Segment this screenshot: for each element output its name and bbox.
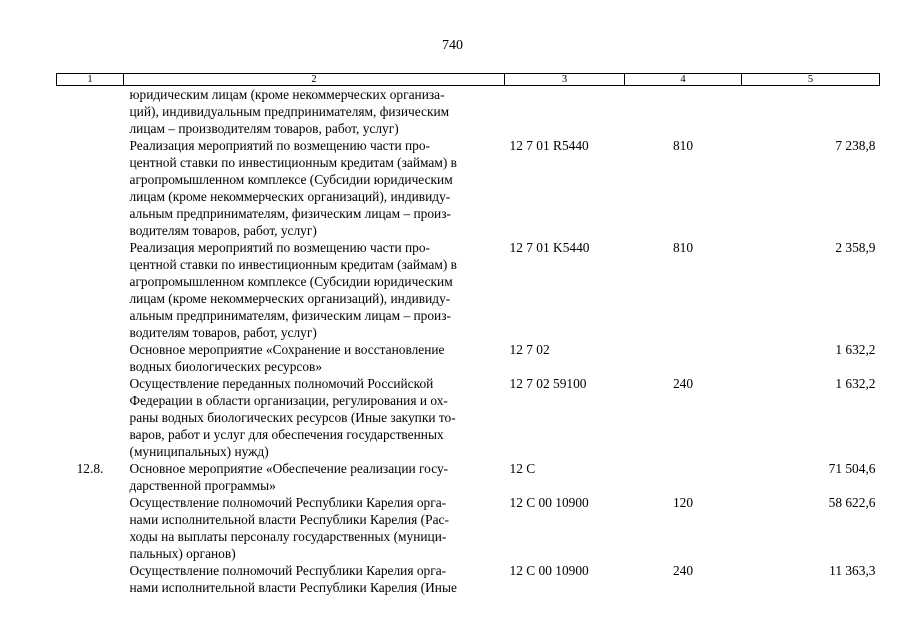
target-code-cell: 12 С: [509, 461, 536, 476]
description-line: Основное мероприятие «Сохранение и восстановление: [129, 342, 445, 357]
target-code-cell: 12 7 01 R5440: [509, 138, 589, 153]
target-code-cell: 12 7 01 K5440: [509, 240, 590, 255]
expense-type-cell: 810: [672, 138, 694, 153]
column-header-2: 2: [124, 74, 505, 86]
table-body: [57, 86, 880, 597]
description-line: агропромышленном комплексе (Субсидии юридическим: [129, 274, 453, 289]
row-number-cell: [57, 341, 124, 375]
description-line: центной ставки по инвестиционным кредитам (займам) в: [129, 257, 457, 272]
amount-cell: 58 622,6: [828, 495, 876, 510]
table-row: [57, 86, 880, 138]
target-code-cell: 12 7 02 59100: [509, 376, 587, 391]
description-line: водных биологических ресурсов»: [129, 359, 323, 374]
column-header-1: 1: [57, 74, 124, 86]
description-line: нами исполнительной власти Республики Карелия (Рас-: [129, 512, 449, 527]
table-row: [57, 494, 880, 562]
description-line: лицам – производителям товаров, работ, услуг): [129, 121, 399, 136]
amount-cell: 1 632,2: [835, 376, 876, 391]
expense-type-cell: 120: [672, 495, 694, 510]
row-number-cell: [57, 562, 124, 596]
target-code-cell: 12 С 00 10900: [509, 563, 589, 578]
description-line: альным предпринимателям, физическим лицам – произ-: [129, 206, 451, 221]
expense-type-cell: 810: [672, 240, 694, 255]
description-cell: [124, 239, 505, 341]
table-row: [57, 137, 880, 239]
amount-cell: 2 358,9: [835, 240, 876, 255]
expense-type-cell: [625, 460, 742, 494]
description-line: Реализация мероприятий по возмещению части про-: [129, 240, 430, 255]
row-number-cell: 12.8.: [76, 461, 104, 476]
target-code-cell: [505, 86, 625, 138]
description-cell: [124, 86, 505, 138]
row-number-cell: [57, 137, 124, 239]
expense-type-cell: [625, 341, 742, 375]
table-row: [57, 562, 880, 596]
budget-table: [56, 73, 880, 596]
description-line: Реализация мероприятий по возмещению части про-: [129, 138, 430, 153]
description-cell: [124, 460, 505, 494]
description-line: ций), индивидуальным предпринимателям, физическим: [129, 104, 450, 119]
table-row: [57, 375, 880, 460]
row-number-cell: [57, 239, 124, 341]
table-row: [57, 239, 880, 341]
column-header-3: 3: [505, 74, 625, 86]
description-line: альным предпринимателям, физическим лицам – произ-: [129, 308, 451, 323]
description-line: раны водных биологических ресурсов (Иные закупки то-: [129, 410, 456, 425]
description-line: Осуществление полномочий Республики Карелия орга-: [129, 495, 447, 510]
description-cell: [124, 137, 505, 239]
description-line: Федерации в области организации, регулирования и ох-: [129, 393, 448, 408]
expense-type-cell: 240: [672, 563, 694, 578]
amount-cell: 7 238,8: [835, 138, 876, 153]
description-cell: [124, 341, 505, 375]
description-line: центной ставки по инвестиционным кредитам (займам) в: [129, 155, 457, 170]
description-cell: [124, 375, 505, 460]
description-line: агропромышленном комплексе (Субсидии юридическим: [129, 172, 453, 187]
column-header-5: 5: [742, 74, 880, 86]
target-code-cell: 12 7 02: [509, 342, 550, 357]
column-number-row: [57, 74, 880, 86]
target-code-cell: 12 С 00 10900: [509, 495, 589, 510]
description-cell: [124, 562, 505, 596]
description-line: лицам (кроме некоммерческих организаций), индивиду-: [129, 291, 451, 306]
page-number: 740: [442, 38, 463, 53]
description-line: пальных) органов): [129, 546, 236, 561]
row-number-cell: [57, 86, 124, 138]
description-line: водителям товаров, работ, услуг): [129, 325, 317, 340]
amount-cell: [742, 86, 880, 138]
description-line: Основное мероприятие «Обеспечение реализации госу-: [129, 461, 449, 476]
table-row: [57, 341, 880, 375]
description-line: дарственной программы»: [129, 478, 276, 493]
description-line: нами исполнительной власти Республики Карелия (Иные: [129, 580, 457, 595]
amount-cell: 1 632,2: [835, 342, 876, 357]
description-line: Осуществление полномочий Республики Карелия орга-: [129, 563, 447, 578]
expense-type-cell: [625, 86, 742, 138]
column-header-4: 4: [625, 74, 742, 86]
description-line: юридическим лицам (кроме некоммерческих организа-: [129, 87, 445, 102]
amount-cell: 11 363,3: [829, 563, 876, 578]
row-number-cell: [57, 375, 124, 460]
description-line: варов, работ и услуг для обеспечения государственных: [129, 427, 444, 442]
amount-cell: 71 504,6: [828, 461, 876, 476]
expense-type-cell: 240: [672, 376, 694, 391]
row-number-cell: [57, 494, 124, 562]
description-line: ходы на выплаты персоналу государственных (муници-: [129, 529, 447, 544]
description-line: (муниципальных) нужд): [129, 444, 269, 459]
description-line: лицам (кроме некоммерческих организаций), индивиду-: [129, 189, 451, 204]
description-cell: [124, 494, 505, 562]
description-line: водителям товаров, работ, услуг): [129, 223, 317, 238]
description-line: Осуществление переданных полномочий Российской: [129, 376, 434, 391]
table-row: [57, 460, 880, 494]
